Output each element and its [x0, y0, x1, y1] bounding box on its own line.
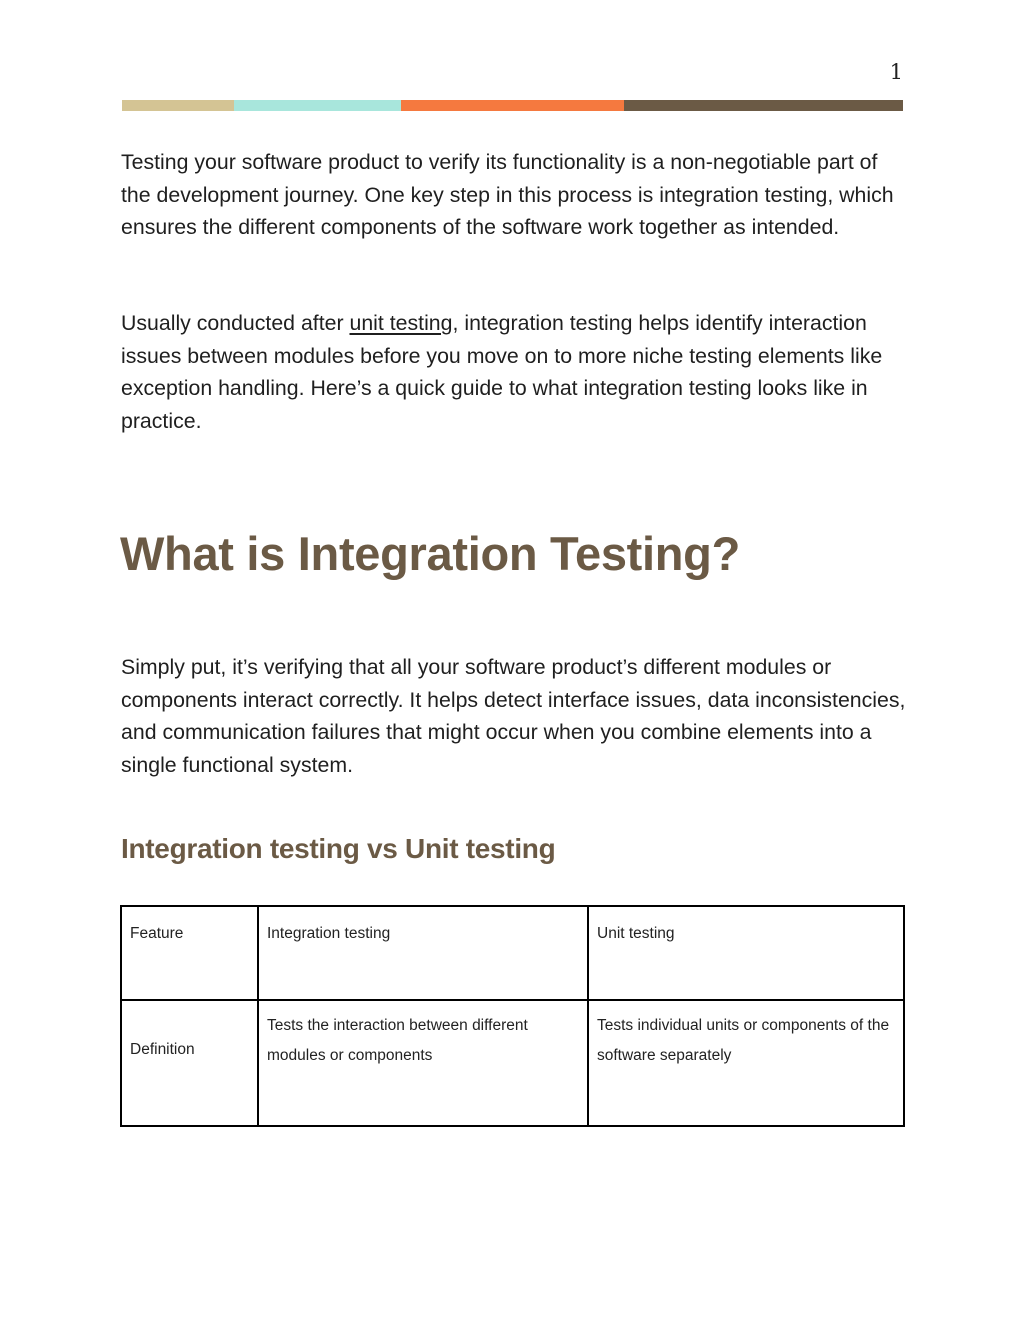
color-band-segment	[401, 100, 624, 111]
section-heading: What is Integration Testing?	[120, 527, 740, 580]
table-header-cell: Feature	[121, 906, 258, 1000]
table-cell: Tests individual units or components of the software separately	[588, 1000, 904, 1126]
color-band-segment	[122, 100, 234, 111]
table-row	[121, 1000, 904, 1126]
table-cell: Definition	[121, 1000, 258, 1126]
table-header-row	[121, 906, 904, 1000]
color-band-segment	[234, 100, 401, 111]
comparison-table	[120, 905, 905, 1127]
table-cell: Tests the interaction between different modules or components	[258, 1000, 588, 1126]
table-header-cell: Integration testing	[258, 906, 588, 1000]
section-paragraph: Simply put, it’s verifying that all your software product’s different modules or components interact correctly. It helps detect interface issues, data inconsistencies, and communication failures that might occur when you combine elements into a single functional system.	[121, 655, 906, 778]
intro-paragraph-1: Testing your software product to verify its functionality is a non-negotiable part of the development journey. One key step in this process is integration testing, which ensures the different components of the software work together as intended.	[121, 150, 894, 240]
subsection-heading: Integration testing vs Unit testing	[121, 833, 556, 864]
table-header-cell: Unit testing	[588, 906, 904, 1000]
unit-testing-link[interactable]: unit testing	[349, 311, 453, 335]
page-number: 1	[889, 60, 903, 84]
intro-paragraph-2-text: , integration testing helps identify interaction issues between modules before you move on to more niche testing elements like exception handling. Here’s a quick guide to what integration testing looks like in practice.	[121, 311, 883, 434]
intro-paragraph-2-text: Usually conducted after	[121, 311, 350, 335]
intro-paragraph-2	[121, 307, 911, 438]
decorative-color-band	[122, 100, 903, 111]
color-band-segment	[624, 100, 903, 111]
